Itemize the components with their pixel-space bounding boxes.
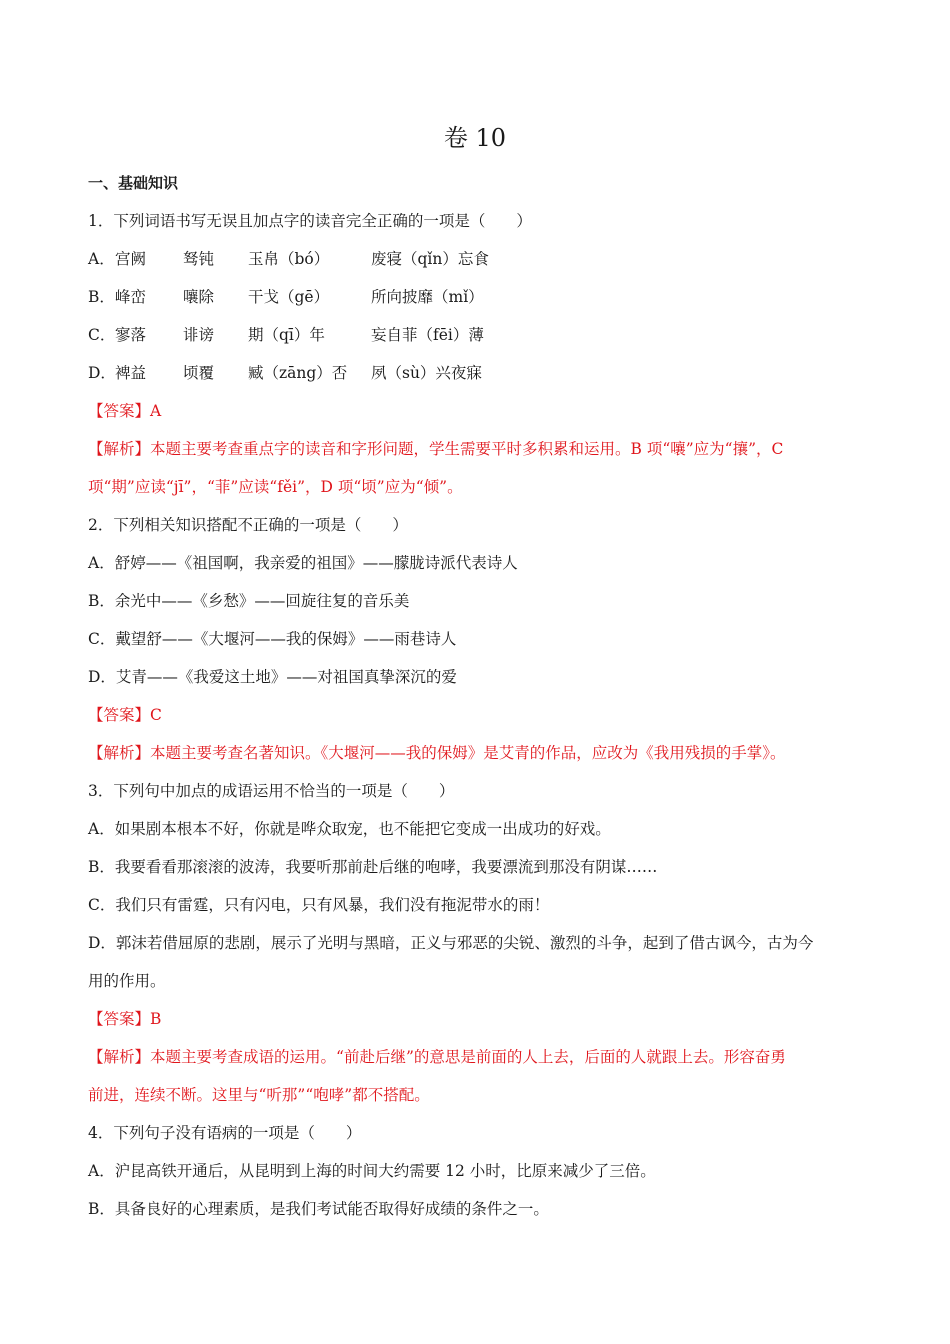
- analysis-text: 本题主要考查成语的运用。“前赴后继”的意思是前面的人上去，后面的人就跟上去。形容奋勇: [150, 1048, 786, 1066]
- page-title: 卷 10: [443, 124, 507, 152]
- question-3-stem: 3．下列句中加点的成语运用不恰当的一项是（ ）: [88, 782, 455, 800]
- q2-option-b: B．余光中——《乡愁》——回旋往复的音乐美: [88, 592, 410, 610]
- q2-answer: 【答案】C: [88, 706, 162, 724]
- option-word: 妄自菲（fēi）薄: [371, 326, 484, 344]
- q3-option-d: D．郭沫若借屈原的悲剧，展示了光明与黑暗，正义与邪恶的尖锐、激烈的斗争，起到了借古讽今，古为今: [88, 934, 814, 952]
- q3-option-b: B．我要看看那滚滚的波涛，我要听那前赴后继的咆哮，我要漂流到那没有阴谋……: [88, 858, 658, 876]
- q1-option-c: [88, 323, 868, 347]
- option-word: 寥落: [115, 326, 147, 344]
- q2-option-d: D．艾青——《我爱这土地》——对祖国真挚深沉的爱: [88, 668, 457, 686]
- section-heading: 一、基础知识: [88, 174, 179, 192]
- q1-analysis: [88, 437, 868, 461]
- analysis-text: 本题主要考查名著知识。《大堰河——我的保姆》是艾青的作品，应改为《我用残损的手掌》。: [150, 744, 786, 762]
- option-word: 顷覆: [183, 364, 215, 382]
- q1-option-d: [88, 361, 868, 385]
- option-letter: D．: [88, 364, 116, 382]
- question-2-stem: 2．下列相关知识搭配不正确的一项是（ ）: [88, 516, 408, 534]
- q1-analysis-cont: 项“期”应读“jī”，“菲”应读“fěi”，D 项“顷”应为“倾”。: [88, 478, 463, 496]
- q4-option-b: B．具备良好的心理素质，是我们考试能否取得好成绩的条件之一。: [88, 1200, 549, 1218]
- q1-answer: 【答案】A: [88, 402, 162, 420]
- analysis-text: 本题主要考查重点字的读音和字形问题，学生需要平时多积累和运用。B 项“嚷”应为“攘”，C: [150, 440, 784, 458]
- q2-option-a: A．舒婷——《祖国啊，我亲爱的祖国》——朦胧诗派代表诗人: [88, 554, 518, 572]
- option-word: 裨益: [115, 364, 147, 382]
- question-1-stem: 1．下列词语书写无误且加点字的读音完全正确的一项是（ ）: [88, 212, 532, 230]
- q3-answer: 【答案】B: [88, 1010, 162, 1028]
- option-letter: B．: [88, 288, 115, 306]
- analysis-label: 【解析】: [88, 744, 151, 762]
- q3-analysis-cont: 前进，连续不断。这里与“听那”“咆哮”都不搭配。: [88, 1086, 430, 1104]
- option-word: 臧（zāng）否: [248, 364, 348, 382]
- q3-option-c: C．我们只有雷霆，只有闪电，只有风暴，我们没有拖泥带水的雨！: [88, 896, 550, 914]
- option-word: 期（qī）年: [248, 326, 325, 344]
- q1-option-b: [88, 285, 868, 309]
- option-word: 嚷除: [183, 288, 215, 306]
- q2-option-c: C．戴望舒——《大堰河——我的保姆》——雨巷诗人: [88, 630, 457, 648]
- option-word: 诽谤: [183, 326, 215, 344]
- option-word: 废寝（qǐn）忘食: [371, 250, 489, 268]
- question-4-stem: 4．下列句子没有语病的一项是（ ）: [88, 1124, 362, 1142]
- q4-option-a: A．沪昆高铁开通后，从昆明到上海的时间大约需要 12 小时，比原来减少了三倍。: [88, 1162, 656, 1180]
- analysis-label: 【解析】: [88, 440, 151, 458]
- q2-analysis: [88, 741, 868, 765]
- option-word: 干戈（gē）: [248, 288, 330, 306]
- option-letter: A．: [88, 250, 115, 268]
- option-word: 夙（sù）兴夜寐: [371, 364, 482, 382]
- q1-option-a: [88, 247, 868, 271]
- option-word: 驽钝: [183, 250, 215, 268]
- option-word: 玉帛（bó）: [248, 250, 330, 268]
- analysis-label: 【解析】: [88, 1048, 151, 1066]
- q3-option-a: A．如果剧本根本不好，你就是哗众取宠，也不能把它变成一出成功的好戏。: [88, 820, 611, 838]
- option-word: 峰峦: [115, 288, 147, 306]
- option-word: 所向披靡（mǐ）: [371, 288, 484, 306]
- q3-option-d-cont: 用的作用。: [88, 972, 166, 990]
- q3-analysis: [88, 1045, 868, 1069]
- option-letter: C．: [88, 326, 116, 344]
- option-word: 宫阙: [115, 250, 147, 268]
